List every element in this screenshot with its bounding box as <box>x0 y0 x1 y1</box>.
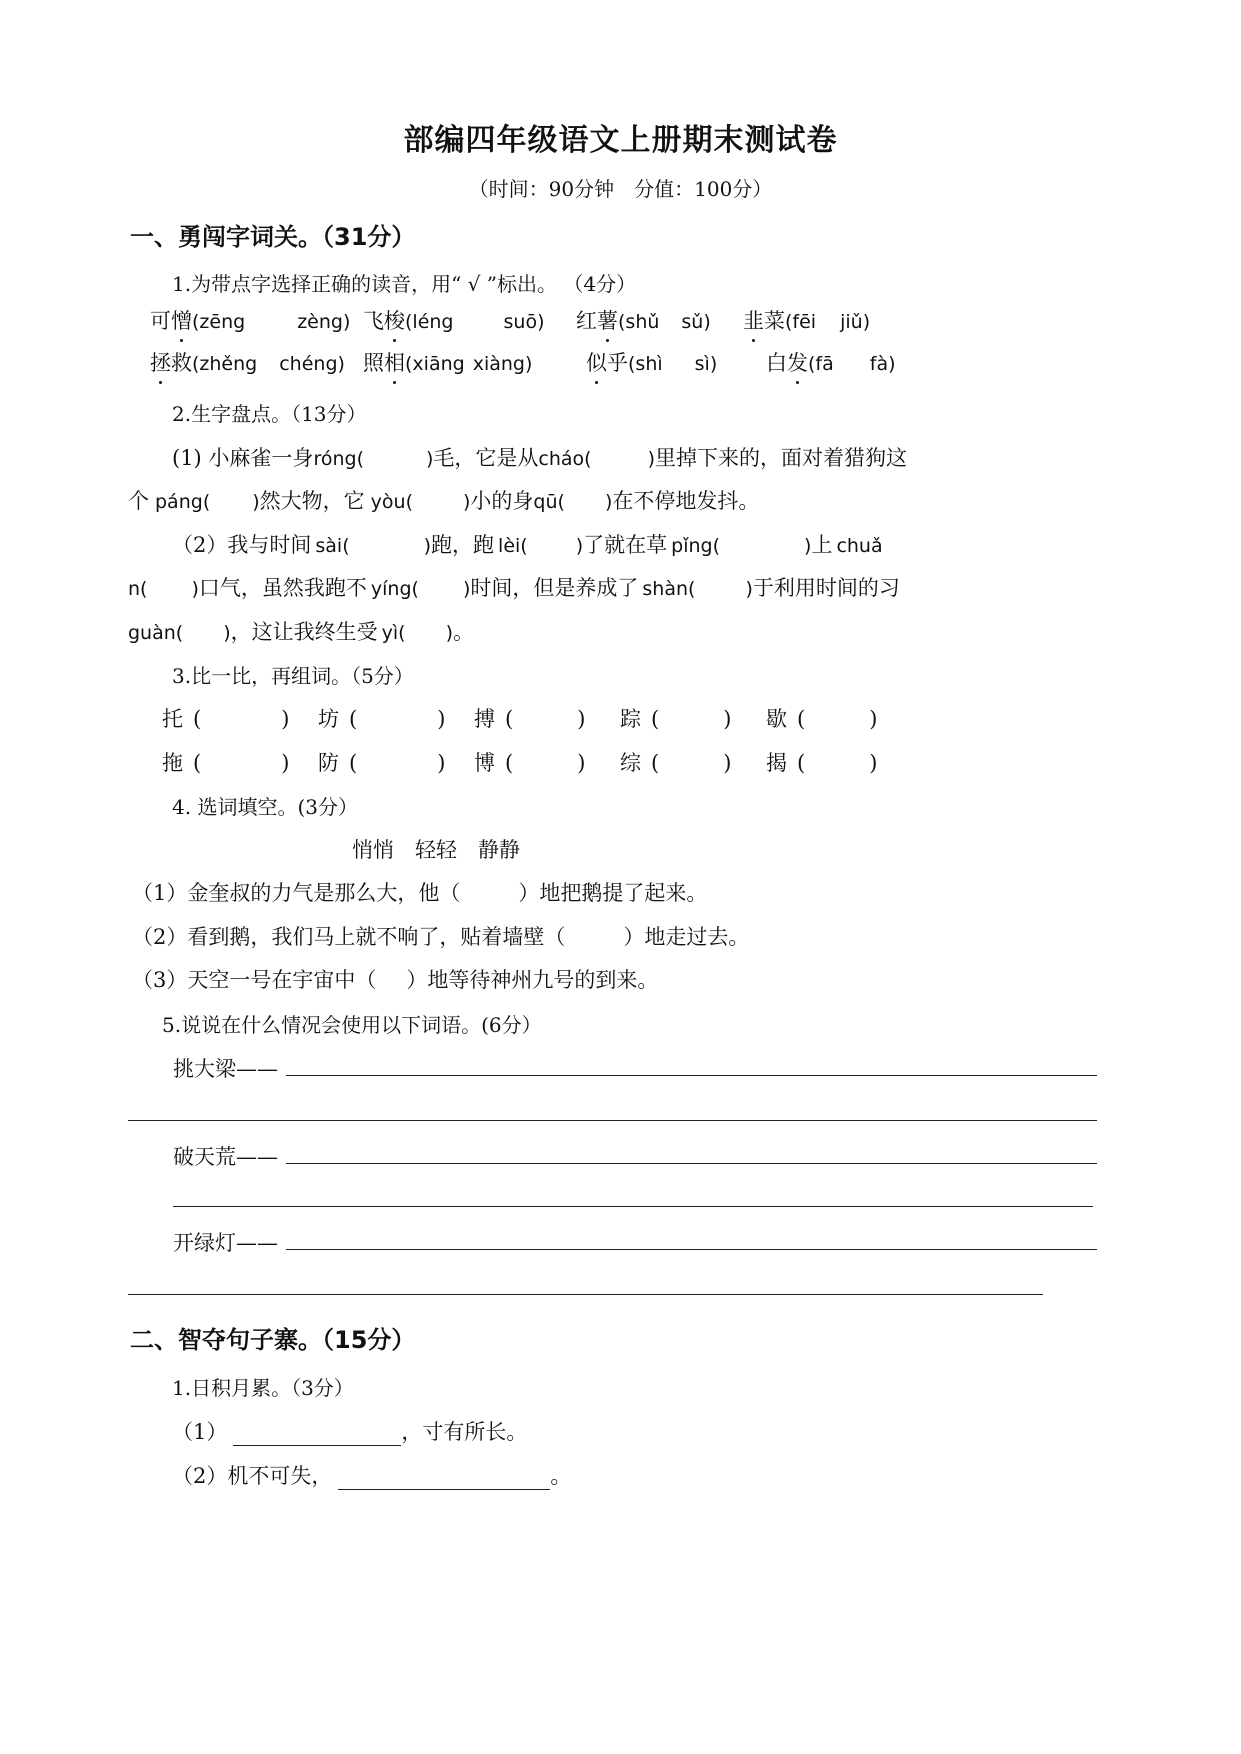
item-char: 红 <box>576 309 597 333</box>
text: （1）金奎叔的力气是那么大，他（ <box>132 881 461 905</box>
q2-p2-line2: n( )口气，虽然我跑不 yíng( )时间，但是养成了 shàn( )于利用时间的习 <box>128 576 900 600</box>
pinyin-prompt: chuǎ <box>836 535 883 557</box>
q2-p1-line1: (1) 小麻雀一身róng( )毛，它是从cháo( )里掉下来的，面对着猎狗这 <box>172 446 908 470</box>
compare-item: 托 ( ) <box>162 707 290 731</box>
text: （2）看到鹅，我们马上就不响了，贴着墙壁（ <box>132 925 566 949</box>
compare-char: 拖 <box>162 751 183 775</box>
item-char: 菜 <box>764 309 785 333</box>
pinyin-prompt: qū <box>533 491 558 513</box>
compare-item: 搏 ( ) <box>474 707 586 731</box>
q2-p2-line1: （2）我与时间 sài( )跑，跑 lèi( )了就在草 pǐng( )上 chuǎ <box>172 533 883 557</box>
text: ）地走过去。 <box>623 925 750 949</box>
pinyin-item: 白发(fā fà) <box>766 347 896 377</box>
item-number: （1） <box>172 1420 228 1444</box>
pinyin-item: 似乎(shì sì) <box>586 347 717 377</box>
text: 口气，虽然我跑不 <box>198 576 367 600</box>
item-char: 白 <box>766 351 787 375</box>
pinyin-prompt: pǐng <box>671 535 713 557</box>
pinyin-item: 飞梭(léng suō) <box>363 305 545 335</box>
answer-line[interactable] <box>286 1163 1097 1164</box>
text: 里掉下来的，面对着猎狗这 <box>655 446 908 470</box>
text: ，这让我终生受 <box>230 620 378 644</box>
compare-char: 综 <box>620 751 641 775</box>
pinyin-option[interactable]: zèng <box>297 311 343 333</box>
q2-prompt: 2.生字盘点。（13分） <box>172 402 367 426</box>
section1-heading: 一、勇闯字词关。（31分） <box>130 223 416 251</box>
term-label: 破天荒—— <box>173 1145 278 1169</box>
text: 个 <box>128 489 149 513</box>
compare-char: 歇 <box>766 707 787 731</box>
text: （3）天空一号在宇宙中（ <box>132 968 377 992</box>
compare-item: 踪 ( ) <box>620 707 732 731</box>
pinyin-prompt: páng <box>155 491 203 513</box>
text: 于利用时间的习 <box>752 576 900 600</box>
pinyin-option[interactable]: fēi <box>792 311 817 333</box>
text: 小的身 <box>470 489 534 513</box>
compare-char: 搏 <box>474 707 495 731</box>
dotted-char: 相 <box>384 347 405 377</box>
pinyin-option[interactable]: fā <box>815 353 834 375</box>
word-bank: 悄悄 轻轻 静静 <box>352 838 520 862</box>
pinyin-option[interactable]: fà <box>869 353 889 375</box>
compare-char: 踪 <box>620 707 641 731</box>
pinyin-item: 照相(xiāng xiàng) <box>363 347 532 377</box>
compare-item: 坊 ( ) <box>318 707 446 731</box>
page-title: 部编四年级语文上册期末测试卷 <box>403 123 838 158</box>
pinyin-option[interactable]: xiàng <box>472 353 525 375</box>
q5-prompt: 5.说说在什么情况会使用以下词语。(6分） <box>162 1013 542 1037</box>
idiom-sentence-2 <box>172 1460 571 1490</box>
answer-line[interactable] <box>128 1120 1097 1121</box>
q3-prompt: 3.比一比，再组词。（5分） <box>172 664 414 688</box>
text: 跑，跑 <box>431 533 495 557</box>
compare-item: 防 ( ) <box>318 751 446 775</box>
pinyin-option[interactable]: léng <box>412 311 454 333</box>
fill-sentence-2 <box>132 921 749 951</box>
text: 了就在草 <box>583 533 668 557</box>
pinyin-option[interactable]: sǔ <box>681 311 704 333</box>
pinyin-option[interactable]: xiāng <box>412 353 465 375</box>
item-char: 飞 <box>363 309 384 333</box>
term-label: 开绿灯—— <box>173 1231 278 1255</box>
text: 时间，但是养成了 <box>470 576 639 600</box>
pinyin-prompt: yòu <box>370 491 406 513</box>
q4-prompt: 4. 选词填空。(3分） <box>172 795 358 819</box>
text: ）地把鹅提了起来。 <box>518 881 708 905</box>
text: 小麻雀一身 <box>208 446 314 470</box>
text: 毛，它是从 <box>433 446 539 470</box>
compare-char: 坊 <box>318 707 339 731</box>
item-char: 救 <box>171 351 192 375</box>
dotted-char: 发 <box>787 347 808 377</box>
dotted-char: 似 <box>586 347 607 377</box>
item-number: (1) <box>172 446 202 470</box>
fill-sentence-1 <box>132 877 707 907</box>
fill-sentence-3 <box>132 964 658 994</box>
pinyin-option[interactable]: shǔ <box>625 311 660 333</box>
answer-line[interactable] <box>286 1249 1097 1250</box>
answer-line[interactable] <box>338 1467 550 1490</box>
term-label: 挑大梁—— <box>173 1057 278 1081</box>
compare-item: 综 ( ) <box>620 751 732 775</box>
pinyin-prompt: shàn <box>642 578 689 600</box>
compare-item: 博 ( ) <box>474 751 586 775</box>
text: 。 <box>453 620 475 644</box>
text: ）地等待神州九号的到来。 <box>406 968 659 992</box>
dotted-char: 韭 <box>743 305 764 335</box>
pinyin-item: 韭菜(fēi jiǔ) <box>743 305 870 335</box>
compare-item: 歇 ( ) <box>766 707 878 731</box>
pinyin-prompt: yì <box>381 622 399 644</box>
text: ，寸有所长。 <box>401 1420 528 1444</box>
pinyin-option[interactable]: suō <box>503 311 538 333</box>
pinyin-prompt: cháo <box>538 448 585 470</box>
q1-prompt: 1.为带点字选择正确的读音，用“ √ ”标出。 （4分） <box>172 272 637 296</box>
pinyin-item: 拯救(zhěng chéng) <box>150 347 345 377</box>
item-number: （2） <box>172 533 228 557</box>
item-char: 乎 <box>607 351 628 375</box>
exam-info: （时间：90分钟 分值：100分） <box>468 177 773 201</box>
pinyin-prompt: lèi <box>498 535 521 557</box>
q2-p2-line3: guàn( )，这让我终生受 yì( )。 <box>128 620 475 644</box>
compare-item: 拖 ( ) <box>162 751 290 775</box>
pinyin-prompt: róng <box>313 448 357 470</box>
compare-char: 博 <box>474 751 495 775</box>
pinyin-option[interactable]: zēng <box>199 311 246 333</box>
dotted-char: 薯 <box>597 305 618 335</box>
text: 上 <box>811 533 833 557</box>
pinyin-option[interactable]: sì <box>694 353 710 375</box>
pinyin-option[interactable]: jiǔ <box>840 311 863 333</box>
text: 在不停地发抖。 <box>612 489 760 513</box>
pinyin-prompt: n <box>128 578 141 600</box>
dotted-char: 拯 <box>150 347 171 377</box>
compare-item: 揭 ( ) <box>766 751 878 775</box>
compare-char: 揭 <box>766 751 787 775</box>
compare-char: 防 <box>318 751 339 775</box>
answer-line[interactable] <box>128 1294 1043 1295</box>
pinyin-prompt: yíng <box>370 578 412 600</box>
pinyin-prompt: sài <box>315 535 343 557</box>
text: 我与时间 <box>227 533 312 557</box>
answer-line[interactable] <box>173 1206 1093 1207</box>
pinyin-item: 可憎(zēng zèng) <box>150 305 350 335</box>
section2-heading: 二、智夺句子寨。（15分） <box>130 1326 416 1354</box>
pinyin-option[interactable]: zhěng <box>199 353 258 375</box>
answer-line[interactable] <box>233 1423 401 1446</box>
q2-p1-line2: 个 páng( )然大物，它 yòu( )小的身qū( )在不停地发抖。 <box>128 489 760 513</box>
text: 然大物，它 <box>259 489 365 513</box>
answer-line[interactable] <box>286 1075 1097 1076</box>
item-char: 照 <box>363 351 384 375</box>
idiom-sentence-1 <box>172 1416 527 1446</box>
pinyin-option[interactable]: shì <box>635 353 663 375</box>
dotted-char: 憎 <box>171 305 192 335</box>
dotted-char: 梭 <box>384 305 405 335</box>
pinyin-prompt: guàn <box>128 622 176 644</box>
s2-q1-prompt: 1.日积月累。（3分） <box>172 1376 354 1400</box>
text: 。 <box>550 1464 572 1488</box>
pinyin-option[interactable]: chéng <box>279 353 338 375</box>
compare-char: 托 <box>162 707 183 731</box>
pinyin-item: 红薯(shǔ sǔ) <box>576 305 711 335</box>
text: （2）机不可失， <box>172 1464 333 1488</box>
item-char: 可 <box>150 309 171 333</box>
